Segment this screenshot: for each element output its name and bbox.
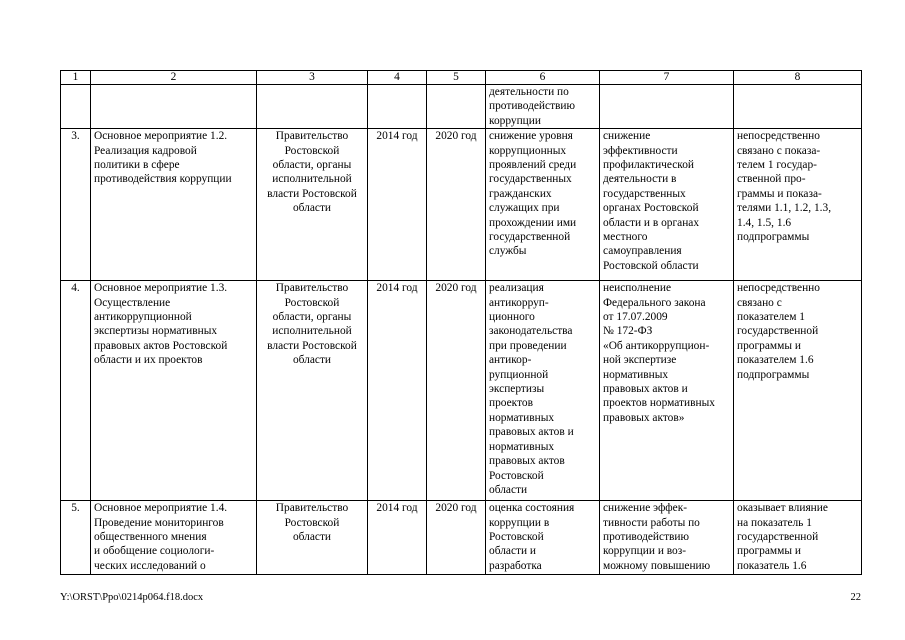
indicator-link-cell: оказывает влияние на показатель 1 государственной программы и показатель 1.6 [734,501,862,575]
header-cell: 6 [486,71,600,85]
start-year-cell: 2014 год [368,281,427,501]
end-year-cell: 2020 год [427,501,486,575]
event-cell: Основное мероприятие 1.3. Осуществление антикоррупционной экспертизы нормативных правовых актов Ростовской области и их проектов [91,281,257,501]
table-row [61,85,862,129]
consequence-cell [600,85,734,129]
header-cell: 2 [91,71,257,85]
consequence-cell: снижение эффективности профилактической деятельности в государственных органах Ростовской области и в органах местного самоуправления Ростовской области [600,129,734,281]
start-year-cell: 2014 год [368,129,427,281]
page-number: 22 [850,592,861,603]
executor-cell: Правительство Ростовской области, органы исполнительной власти Ростовской области [257,129,368,281]
indicator-link-cell: непосредственно связано с показа- телем 1 государ- ственной про- граммы и показа- телями 1.1, 1.2, 1.3, 1.4, 1.5, 1.6 подпрограммы [734,129,862,281]
header-cell: 4 [368,71,427,85]
end-year-cell: 2020 год [427,129,486,281]
header-cell: 7 [600,71,734,85]
header-cell: 1 [61,71,91,85]
event-cell: Основное мероприятие 1.2. Реализация кадровой политики в сфере противодействия коррупции [91,129,257,281]
executor-cell: Правительство Ростовской области [257,501,368,575]
table-row [61,281,862,501]
result-cell: реализация антикорруп- ционного законодательства при проведении антикор- рупционной экспертизы проектов нормативных правовых актов и нормативных правовых актов Ростовской области [486,281,600,501]
end-year-cell: 2020 год [427,281,486,501]
header-row [61,71,862,85]
result-cell: оценка состояния коррупции в Ростовской области и разработка [486,501,600,575]
header-cell: 8 [734,71,862,85]
event-cell [91,85,257,129]
header-cell: 3 [257,71,368,85]
row-number: 5. [61,501,91,575]
result-cell: деятельности по противодействию коррупции [486,85,600,129]
indicator-link-cell [734,85,862,129]
table-row [61,501,862,575]
indicator-link-cell: непосредственно связано с показателем 1 государственной программы и показателем 1.6 подпрограммы [734,281,862,501]
consequence-cell: снижение эффек- тивности работы по противодействию коррупции и воз- можному повышению [600,501,734,575]
row-number: 3. [61,129,91,281]
end-year-cell [427,85,486,129]
row-number: 4. [61,281,91,501]
header-cell: 5 [427,71,486,85]
table-row [61,129,862,281]
result-cell: снижение уровня коррупционных проявлений среди государственных гражданских служащих при прохождении ими государственной службы [486,129,600,281]
plan-table [60,70,862,575]
event-cell: Основное мероприятие 1.4. Проведение мониторингов общественного мнения и обобщение социологи- ческих исследований о [91,501,257,575]
consequence-cell: неисполнение Федерального закона от 17.07.2009 № 172-ФЗ «Об антикоррупцион- ной экспертизе нормативных правовых актов и проектов нормативных правовых актов» [600,281,734,501]
row-number [61,85,91,129]
executor-cell [257,85,368,129]
start-year-cell: 2014 год [368,501,427,575]
start-year-cell [368,85,427,129]
executor-cell: Правительство Ростовской области, органы исполнительной власти Ростовской области [257,281,368,501]
document-path: Y:\ORST\Ppo\0214p064.f18.docx [60,592,204,603]
